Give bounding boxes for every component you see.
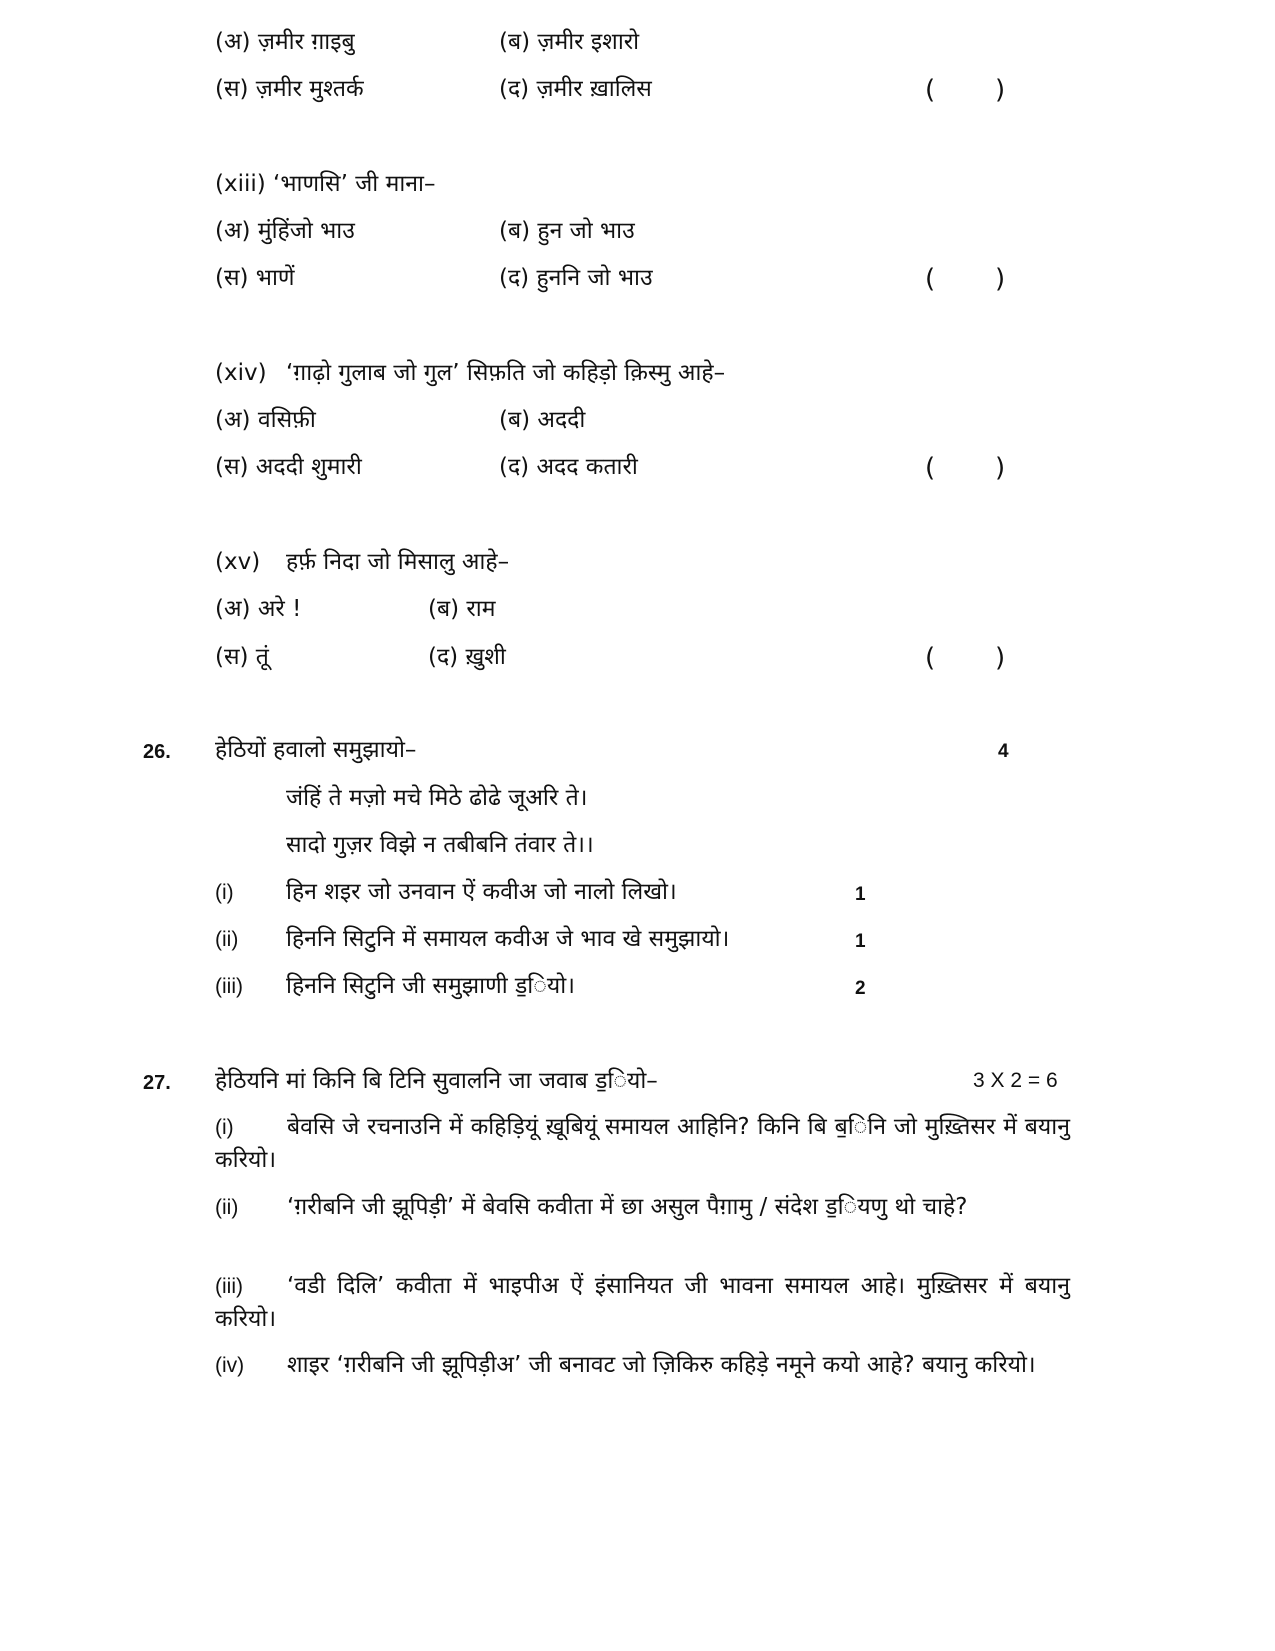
q27-sub-i-text: बेवसि जे रचनाउनि में कहिड़ियूं ख़ूबियूं समायल आहिनि? किनि बि ब॒िनि जो मुख़्तिसर में बयानु करियो। (215, 1114, 1070, 1173)
q26-sub-ii-text: हिननि सिटुनि में समायल कवीअ जे भाव खे समुझायो। (286, 926, 730, 952)
q27-sub-iv-text: शाइर ‘ग़रीबनि जी झूपिड़ीअ’ जी बनावट जो ज़िकिरु कहिड़े नमूने कयो आहे? बयानु करियो। (287, 1352, 1036, 1378)
q14-option-b: (ब) अददी (499, 407, 586, 433)
q12-option-b: (ब) ज़मीर इशारो (499, 29, 640, 55)
q14-answer-open: ( (925, 453, 936, 483)
q26-sub-ii-label: (ii) (215, 928, 239, 951)
q12-option-a: (अ) ज़मीर ग़ाइबु (215, 29, 355, 55)
q26-sub-iii-marks: 2 (855, 978, 866, 999)
q26-verse-line-2: सादो गुज़र विझे न तबीबनि तंवार ते।। (286, 832, 594, 858)
q27-sub-ii (215, 1191, 1070, 1224)
q27-sub-iii-text: ‘वडी दिलि’ कवीता में भाइपीअ ऐं इंसानियत जी भावना समायल आहे। मुख़्तिसर में बयानु करियो। (215, 1273, 1070, 1332)
q27-sub-i-label: (i) (215, 1116, 234, 1139)
q13-answer-close: ) (995, 264, 1006, 294)
q13-option-b: (ब) हुन जो भाउ (499, 218, 635, 244)
q14-option-a: (अ) वसिफ़ी (215, 407, 316, 433)
q12-answer-open: ( (925, 75, 936, 105)
q26-marks: 4 (998, 741, 1009, 762)
q12-answer-close: ) (995, 75, 1006, 105)
q14-answer-close: ) (995, 453, 1006, 483)
q15-option-a: (अ) अरे ! (215, 596, 302, 622)
q26-verse-line-1: जंहिं ते मज़ो मचे मिठे ढोढे जूअरि ते। (286, 785, 588, 811)
q27-marks: 3 X 2 = 6 (973, 1069, 1058, 1092)
q27-sub-iii-label: (iii) (215, 1275, 243, 1298)
q14-number: (xiv) (215, 360, 267, 386)
q27-sub-i (215, 1111, 1070, 1177)
q15-option-b: (ब) राम (428, 596, 496, 622)
q27-sub-iv (215, 1349, 1070, 1382)
q15-answer-open: ( (925, 643, 936, 673)
q13-question: (xiii) ‘भाणसि’ जी माना– (215, 171, 436, 197)
q12-option-c: (स) ज़मीर मुश्तर्क (215, 76, 364, 102)
q26-sub-i-label: (i) (215, 881, 234, 904)
q27-number: 27. (143, 1072, 171, 1094)
q15-answer-close: ) (995, 643, 1006, 673)
q26-sub-ii-marks: 1 (855, 931, 866, 952)
q27-instruction: हेठियनि मां किनि बि टिनि सुवालनि जा जवाब ड॒ियो– (215, 1068, 658, 1094)
q13-option-d: (द) हुननि जो भाउ (499, 265, 653, 291)
q26-number: 26. (143, 741, 171, 763)
q13-option-c: (स) भाणें (215, 265, 295, 291)
q26-sub-iii-label: (iii) (215, 975, 243, 998)
q27-sub-iv-label: (iv) (215, 1354, 245, 1377)
q15-question: हर्फ़ निदा जो मिसालु आहे– (286, 549, 510, 575)
q27-sub-iii (215, 1270, 1070, 1336)
q14-option-c: (स) अददी शुमारी (215, 454, 362, 480)
q27-sub-ii-text: ‘ग़रीबनि जी झूपिड़ी’ में बेवसि कवीता में छा असुल पैग़ामु / संदेश ड॒ियणु थो चाहे? (287, 1194, 968, 1220)
q12-option-d: (द) ज़मीर ख़ालिस (499, 76, 652, 102)
q26-sub-i-marks: 1 (855, 884, 866, 905)
q13-answer-open: ( (925, 264, 936, 294)
q26-instruction: हेठियों हवालो समुझायो– (215, 737, 417, 763)
q14-question: ‘ग़ाढ़ो गुलाब जो गुल’ सिफ़ति जो कहिड़ो क़िस्मु आहे– (286, 360, 726, 386)
q26-sub-i-text: हिन शइर जो उनवान ऐं कवीअ जो नालो लिखो। (286, 879, 677, 905)
q14-option-d: (द) अदद कतारी (499, 454, 638, 480)
q13-option-a: (अ) मुंहिंजो भाउ (215, 218, 355, 244)
q26-sub-iii-text: हिननि सिटुनि जी समुझाणी ड॒ियो। (286, 973, 575, 999)
q15-option-c: (स) तूं (215, 644, 269, 670)
q15-number: (xv) (215, 549, 261, 575)
q15-option-d: (द) ख़ुशी (428, 644, 506, 670)
q27-sub-ii-label: (ii) (215, 1196, 239, 1219)
